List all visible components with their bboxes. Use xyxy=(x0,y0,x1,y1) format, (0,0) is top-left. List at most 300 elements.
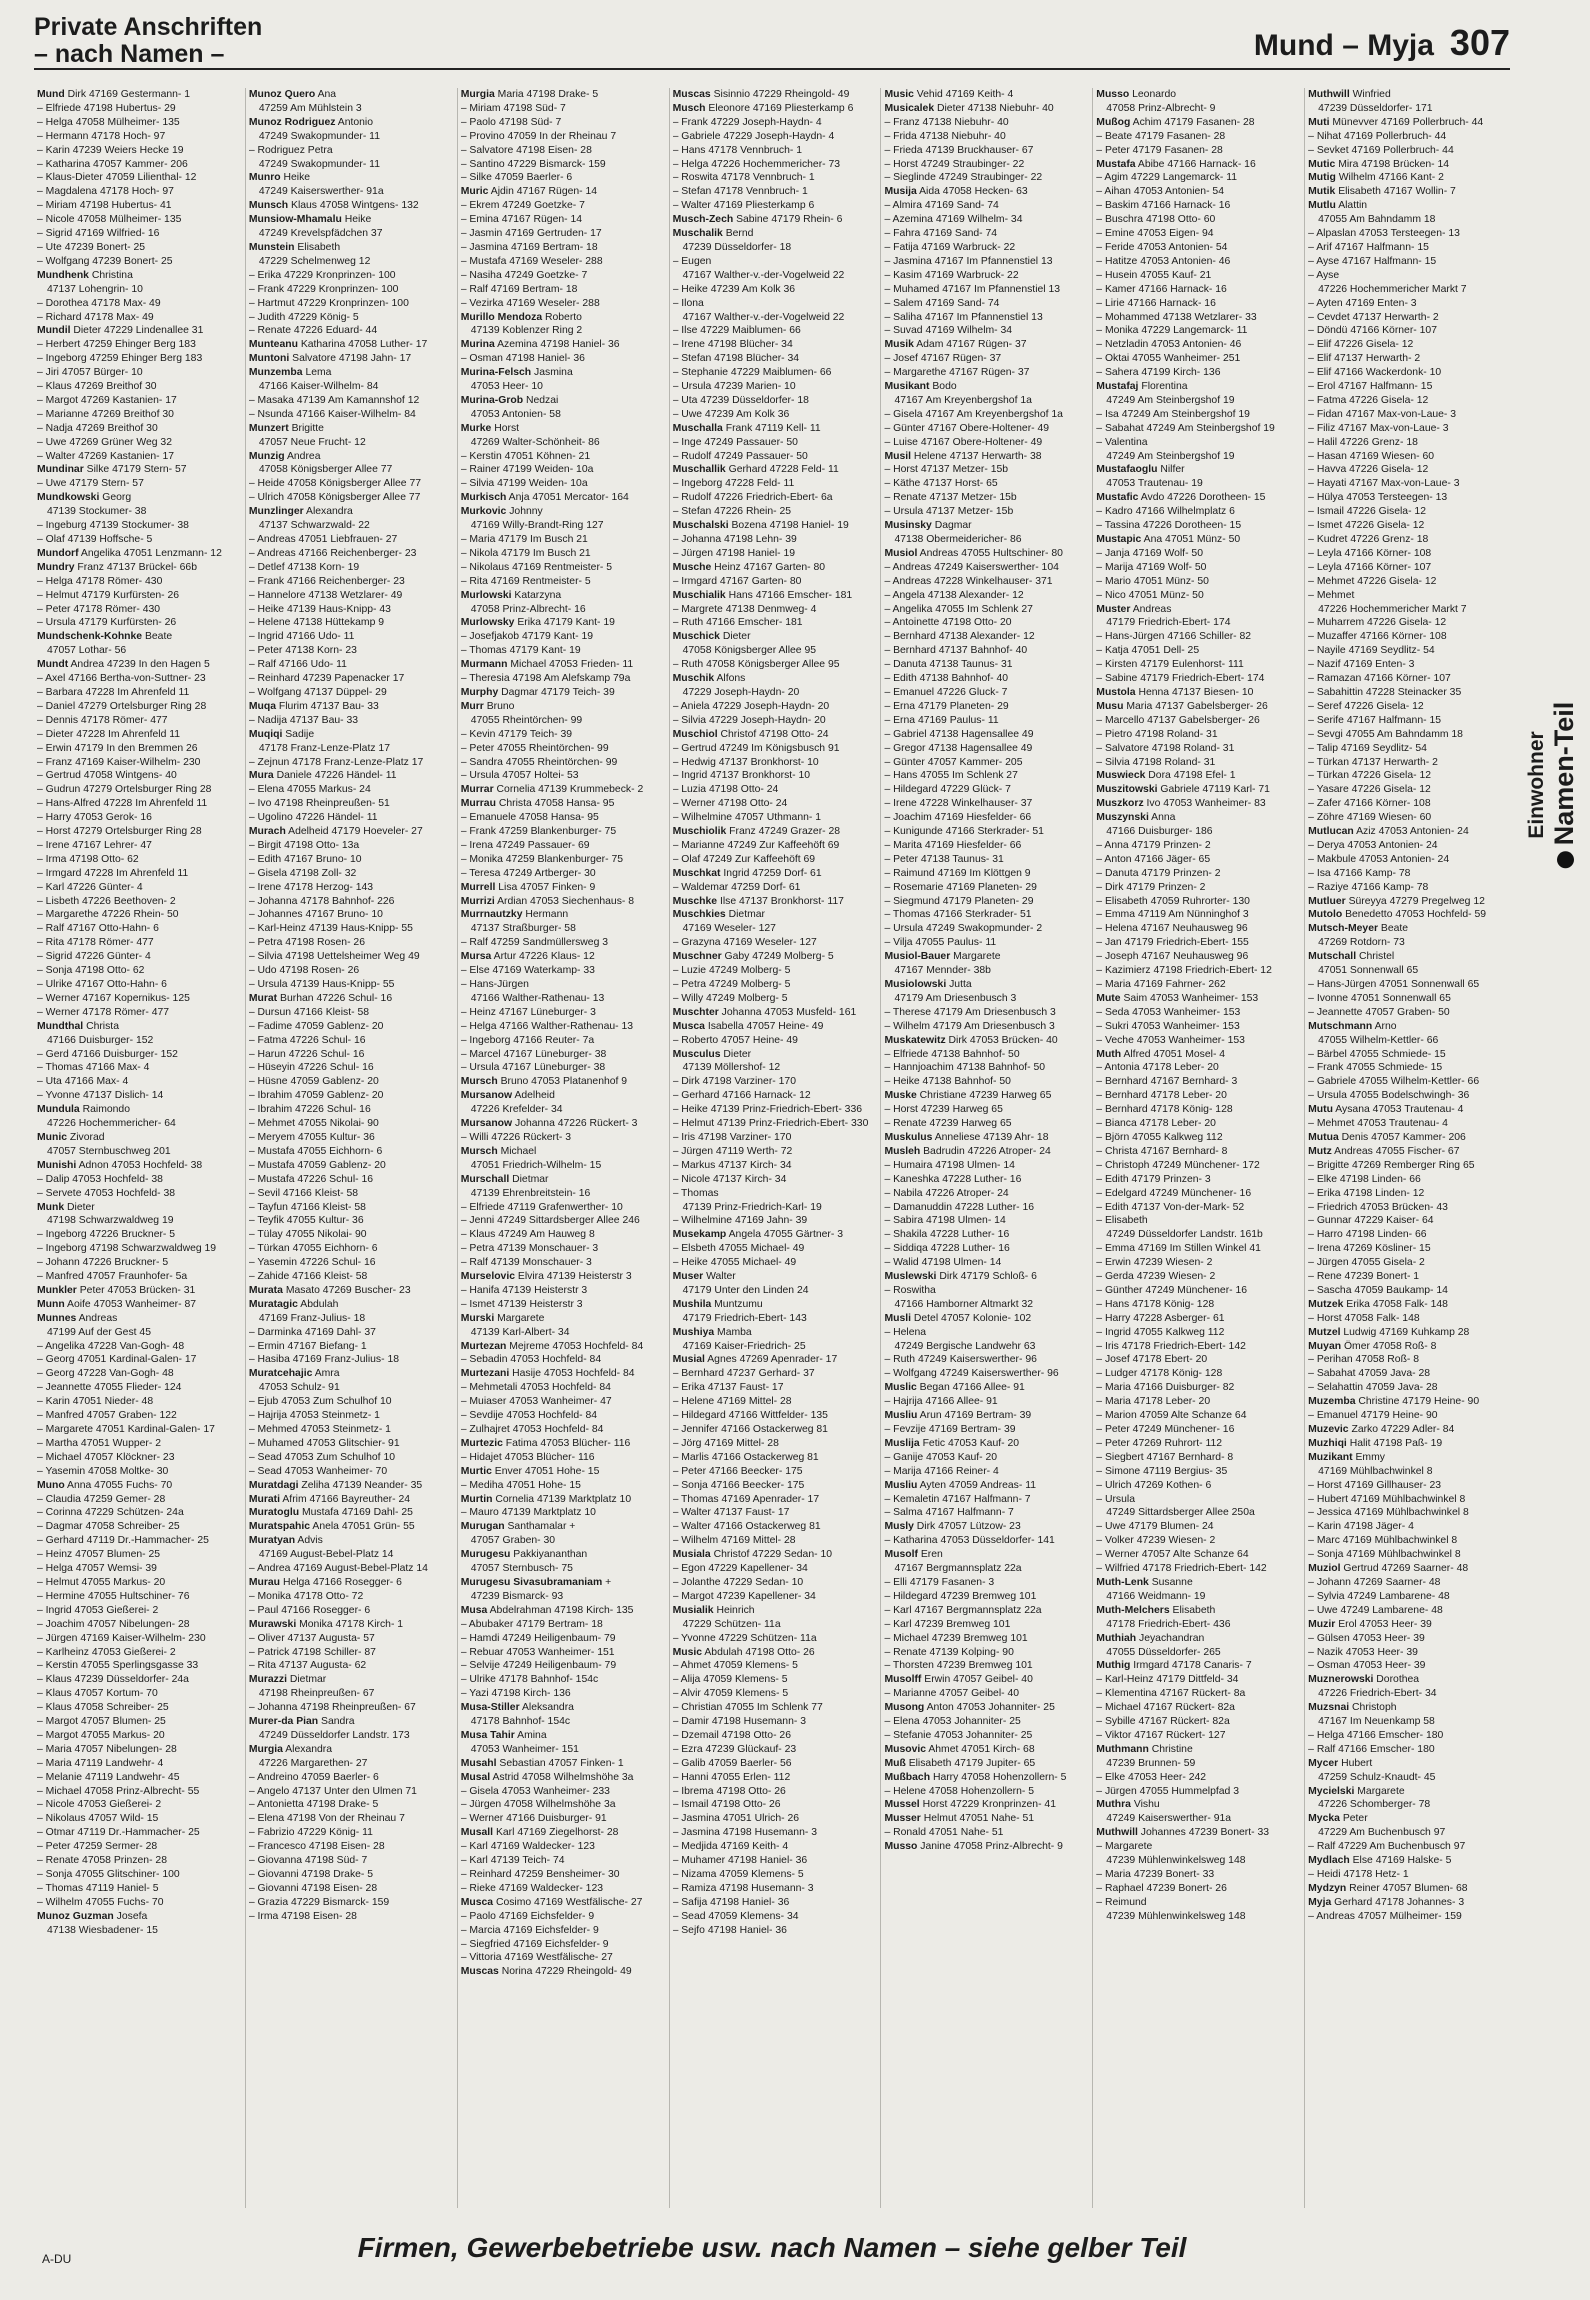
directory-entry xyxy=(1096,1312,1295,1326)
directory-entry xyxy=(249,227,448,241)
entry-text: – Kirsten 47179 Eulenhorst- 111 xyxy=(1096,659,1244,671)
entry-text: – Helga 47058 Mülheimer- 135 xyxy=(37,116,180,128)
entry-text: – Ute 47239 Bonert- 25 xyxy=(37,241,146,253)
entry-text: – Sabahat 47059 Java- 28 xyxy=(1308,1368,1431,1380)
entry-text: Ilse 47137 Bronkhorst- 117 xyxy=(719,895,844,907)
entry-text: – Ramiza 47198 Husemann- 3 xyxy=(672,1882,814,1894)
entry-surname: Muser xyxy=(672,1271,704,1283)
directory-entry xyxy=(1096,1423,1295,1437)
entry-text: – Werner 47057 Alte Schanze 64 xyxy=(1096,1549,1249,1561)
entry-surname: Mursch xyxy=(460,1145,498,1157)
directory-entry xyxy=(249,1214,448,1228)
entry-text: – Klaus 47249 Am Hauweg 8 xyxy=(460,1229,595,1241)
entry-text: – Selvije 47249 Heiligenbaum- 79 xyxy=(460,1660,617,1672)
directory-entry xyxy=(249,658,448,672)
entry-text: – Jeannette 47057 Graben- 50 xyxy=(1308,1006,1450,1018)
entry-text: – Nazif 47169 Enten- 3 xyxy=(1308,659,1415,671)
entry-text: 47179 Unter den Linden 24 xyxy=(682,1284,809,1296)
directory-column xyxy=(34,88,239,2208)
entry-text: Cornelia 47139 Marktplatz 10 xyxy=(495,1493,632,1505)
directory-entry xyxy=(37,1493,236,1507)
directory-entry xyxy=(1308,1340,1507,1354)
directory-entry xyxy=(37,255,236,269)
directory-entry xyxy=(249,630,448,644)
directory-entry xyxy=(37,1061,236,1075)
directory-entry xyxy=(249,1242,448,1256)
entry-text: – Hermann 47178 Hoch- 97 xyxy=(37,130,166,142)
entry-surname: Mycer xyxy=(1308,1757,1339,1769)
directory-entry xyxy=(673,269,872,283)
entry-text: Franz 47137 Brückel- 66b xyxy=(77,561,197,573)
directory-entry xyxy=(249,1826,448,1840)
directory-entry xyxy=(673,1423,872,1437)
entry-text: – Antoinette 47198 Otto- 20 xyxy=(884,617,1012,629)
directory-entry xyxy=(461,1687,660,1701)
directory-entry xyxy=(249,1590,448,1604)
entry-surname: Mustafic xyxy=(1096,492,1139,504)
directory-entry xyxy=(884,811,1083,825)
entry-text: Ana 47051 Münz- 50 xyxy=(1143,534,1241,545)
directory-entry xyxy=(884,324,1083,338)
directory-entry xyxy=(1308,839,1507,853)
directory-entry xyxy=(461,171,660,185)
directory-entry xyxy=(673,867,872,881)
directory-entry xyxy=(1096,1548,1295,1562)
entry-text: – Jolanthe 47229 Sedan- 10 xyxy=(672,1576,804,1588)
directory-entry xyxy=(1308,1812,1507,1826)
directory-entry xyxy=(461,408,660,422)
entry-surname: Muthwill xyxy=(1096,1827,1138,1839)
directory-entry xyxy=(884,1256,1083,1270)
directory-entry xyxy=(1096,1812,1295,1826)
directory-entry xyxy=(1096,686,1295,700)
directory-entry xyxy=(461,297,660,311)
entry-text: 47169 Mühlbachwinkel 8 xyxy=(1318,1465,1433,1477)
entry-text: Anna 47055 Fuchs- 70 xyxy=(67,1479,173,1491)
directory-entry xyxy=(1308,338,1507,352)
directory-entry xyxy=(1096,241,1295,255)
entry-text: – Vilja 47055 Paulus- 11 xyxy=(884,937,997,949)
directory-entry xyxy=(884,450,1083,464)
entry-text: – Erika 47137 Faust- 17 xyxy=(672,1382,784,1394)
directory-entry xyxy=(249,213,448,227)
entry-text: Andreas xyxy=(1132,603,1172,615)
entry-text: – Joseph 47167 Neuhausweg 96 xyxy=(1096,951,1249,963)
directory-entry xyxy=(37,1757,236,1771)
entry-text: – Havva 47226 Gisela- 12 xyxy=(1308,464,1429,476)
entry-text: – Helena xyxy=(884,1326,927,1338)
entry-surname: Murschall xyxy=(460,1173,510,1185)
entry-text: 47169 Franz-Julius- 18 xyxy=(258,1312,366,1324)
directory-entry xyxy=(37,1089,236,1103)
entry-surname: Murrell xyxy=(460,881,496,893)
directory-entry xyxy=(249,1270,448,1284)
entry-text: – Agim 47229 Langemarck- 11 xyxy=(1096,172,1238,184)
directory-entry xyxy=(884,547,1083,561)
directory-entry xyxy=(1096,714,1295,728)
entry-text: – Kerstin 47051 Köhnen- 21 xyxy=(460,450,591,462)
directory-entry xyxy=(249,1326,448,1340)
entry-text: Aida 47058 Hecken- 63 xyxy=(919,186,1028,198)
entry-surname: Musinsky xyxy=(884,520,932,532)
entry-text: – Gerda 47239 Wiesen- 2 xyxy=(1096,1271,1216,1283)
entry-text: Mira 47198 Brücken- 14 xyxy=(1338,158,1450,170)
entry-text: – Bernhard 47167 Bernhard- 3 xyxy=(1096,1076,1238,1088)
directory-entry xyxy=(1308,950,1507,964)
entry-text: – Irma 47198 Eisen- 28 xyxy=(248,1910,357,1922)
directory-entry xyxy=(673,1659,872,1673)
directory-entry xyxy=(37,769,236,783)
entry-text: – Nikola 47179 Im Busch 21 xyxy=(460,547,591,559)
directory-entry xyxy=(1308,352,1507,366)
entry-text: – Eugen xyxy=(672,255,712,267)
entry-text: 47166 Walther-Rathenau- 13 xyxy=(470,992,605,1004)
entry-text: – Gisela 47053 Wanheimer- 233 xyxy=(460,1785,610,1797)
directory-entry xyxy=(884,1061,1083,1075)
entry-text: – Mario 47051 Münz- 50 xyxy=(1096,575,1209,587)
entry-text: 47226 Hochemmericher Markt 7 xyxy=(1318,283,1467,295)
directory-entry xyxy=(37,338,236,352)
directory-entry xyxy=(37,422,236,436)
directory-entry xyxy=(249,1673,448,1687)
directory-entry xyxy=(249,1061,448,1075)
directory-entry xyxy=(884,144,1083,158)
entry-text: Winfried xyxy=(1352,89,1391,100)
entry-text: 47167 Mennder- 38b xyxy=(894,965,991,977)
entry-text: – Horst 47239 Harweg 65 xyxy=(884,1104,1003,1116)
entry-text: – Sonja 47198 Otto- 62 xyxy=(37,965,145,977)
entry-text: – Jürgen 47058 Wilhelmshöhe 3a xyxy=(460,1799,616,1811)
entry-text: Andreas xyxy=(78,1312,118,1324)
directory-entry xyxy=(249,1618,448,1632)
directory-entry xyxy=(1308,1367,1507,1381)
entry-text: Heike xyxy=(344,214,372,226)
entry-text: Salvatore 47198 Jahn- 17 xyxy=(292,353,412,365)
directory-entry xyxy=(884,1395,1083,1409)
entry-surname: Musleh xyxy=(884,1145,921,1157)
entry-text: – Irma 47198 Otto- 62 xyxy=(37,853,139,865)
directory-entry xyxy=(461,1159,660,1173)
entry-text: – Irene 47228 Winkelhauser- 37 xyxy=(884,798,1033,810)
directory-entry xyxy=(673,1743,872,1757)
directory-entry xyxy=(884,1048,1083,1062)
directory-entry xyxy=(249,1479,448,1493)
entry-surname: Mydlach xyxy=(1308,1855,1350,1867)
directory-entry xyxy=(884,1340,1083,1354)
directory-entry xyxy=(673,463,872,477)
entry-text: Roberto xyxy=(545,311,582,323)
directory-entry xyxy=(1096,338,1295,352)
entry-text: – Roswitha xyxy=(884,1284,936,1296)
entry-surname: Muthmann xyxy=(1096,1743,1149,1755)
entry-text: Denis 47057 Kammer- 206 xyxy=(1341,1131,1466,1143)
entry-text: – Ingeborg 47228 Feld- 11 xyxy=(672,478,795,490)
entry-text: – Sukri 47053 Wanheimer- 153 xyxy=(1096,1020,1240,1032)
directory-entry xyxy=(249,491,448,505)
entry-text: 47166 Duisburger- 186 xyxy=(1106,826,1213,838)
entry-text: Abdulah 47198 Otto- 26 xyxy=(704,1646,815,1658)
entry-text: Achim 47179 Fasanen- 28 xyxy=(1132,116,1255,128)
directory-entry xyxy=(1308,1187,1507,1201)
entry-text: – Hildegard 47239 Bremweg 101 xyxy=(884,1590,1037,1602)
entry-text: Margarete xyxy=(1357,1785,1405,1797)
directory-entry xyxy=(1308,644,1507,658)
directory-entry xyxy=(461,978,660,992)
entry-surname: Mutlu xyxy=(1308,200,1336,212)
entry-text: – Shakila 47228 Luther- 16 xyxy=(884,1229,1010,1241)
directory-entry xyxy=(1096,1534,1295,1548)
entry-text: – Nazik 47053 Heer- 39 xyxy=(1308,1646,1418,1658)
directory-entry xyxy=(1308,463,1507,477)
directory-entry xyxy=(37,686,236,700)
directory-column xyxy=(1092,88,1298,2208)
directory-entry xyxy=(673,436,872,450)
directory-entry xyxy=(884,964,1083,978)
entry-text: – Margarethe 47167 Rügen- 37 xyxy=(884,367,1030,379)
entry-text: – Hannjoachim 47138 Bahnhof- 50 xyxy=(884,1062,1046,1074)
entry-surname: Muzikant xyxy=(1308,1451,1353,1463)
directory-entry xyxy=(37,1353,236,1367)
entry-text: – Ursula 47167 Lüneburger- 38 xyxy=(460,1062,606,1074)
directory-entry xyxy=(1308,589,1507,603)
entry-text: – Raziye 47166 Kamp- 78 xyxy=(1308,881,1429,893)
entry-surname: Mustafaj xyxy=(1096,381,1139,393)
directory-entry xyxy=(1096,769,1295,783)
directory-entry xyxy=(37,728,236,742)
directory-entry xyxy=(249,1103,448,1117)
entry-text: 47249 Bergische Landwehr 63 xyxy=(894,1340,1036,1352)
directory-entry xyxy=(1308,491,1507,505)
directory-entry xyxy=(461,1340,660,1354)
entry-text: Astrid 47058 Wilhelmshöhe 3a xyxy=(492,1771,634,1783)
entry-text: Janine 47058 Prinz-Albrecht- 9 xyxy=(920,1841,1063,1853)
directory-entry xyxy=(884,1187,1083,1201)
directory-entry xyxy=(249,519,448,533)
entry-surname: Mursch xyxy=(460,1076,498,1088)
entry-text: – Petra 47198 Rosen- 26 xyxy=(248,937,365,949)
entry-text: Michael 47053 Frieden- 11 xyxy=(510,659,634,671)
directory-entry xyxy=(673,1103,872,1117)
directory-entry xyxy=(1308,1798,1507,1812)
entry-surname: Murgia xyxy=(460,89,495,100)
entry-text: – Yasemin 47058 Moltke- 30 xyxy=(37,1465,169,1477)
directory-entry xyxy=(249,895,448,909)
directory-entry xyxy=(37,589,236,603)
entry-text: Cosimo 47169 Westfälische- 27 xyxy=(495,1896,643,1908)
directory-entry xyxy=(1096,742,1295,756)
entry-text: – Nsunda 47166 Kaiser-Wilhelm- 84 xyxy=(248,408,416,420)
directory-entry xyxy=(37,756,236,770)
directory-entry xyxy=(249,1506,448,1520)
directory-entry xyxy=(884,1437,1083,1451)
directory-entry xyxy=(1308,881,1507,895)
entry-text: – Heike 47139 Haus-Knipp- 43 xyxy=(248,603,391,615)
entry-text: 47239 Bismarck- 93 xyxy=(470,1590,564,1602)
entry-text: – Thomas 47169 Apenrader- 17 xyxy=(672,1493,820,1505)
entry-text: – Hildegard 47229 Glück- 7 xyxy=(884,784,1011,796)
directory-entry xyxy=(1096,311,1295,325)
entry-text: – Danuta 47138 Taunus- 31 xyxy=(884,659,1013,671)
entry-text: – Tayfun 47166 Kleist- 58 xyxy=(248,1201,366,1213)
directory-entry xyxy=(1096,1493,1295,1507)
directory-entry xyxy=(37,1576,236,1590)
entry-text: 47139 Ehrenbreitstein- 16 xyxy=(470,1187,591,1199)
entry-text: – Uta 47166 Max- 4 xyxy=(37,1076,129,1088)
directory-entry xyxy=(37,144,236,158)
directory-entry xyxy=(461,1520,660,1534)
directory-entry xyxy=(1308,1242,1507,1256)
entry-text: – Emanuel 47179 Heine- 90 xyxy=(1308,1410,1438,1422)
entry-text: – Muhamer 47198 Haniel- 36 xyxy=(672,1855,808,1867)
entry-text: – Ingrid 47137 Bronkhorst- 10 xyxy=(672,770,811,782)
directory-entry xyxy=(1308,1576,1507,1590)
entry-surname: Muschalik xyxy=(672,228,723,240)
directory-entry xyxy=(1308,1882,1507,1896)
entry-text: – Zahide 47166 Kleist- 58 xyxy=(248,1271,368,1283)
entry-text: – Viktor 47167 Rückert- 127 xyxy=(1096,1729,1226,1741)
directory-entry xyxy=(1308,742,1507,756)
entry-text: – Irene 47178 Herzog- 143 xyxy=(248,881,374,893)
directory-entry xyxy=(673,1284,872,1298)
directory-entry xyxy=(461,756,660,770)
directory-entry xyxy=(1308,1910,1507,1924)
entry-surname: Muratcehajic xyxy=(248,1368,313,1380)
entry-text: Münevver 47169 Pollerbruch- 44 xyxy=(1332,116,1484,128)
directory-entry xyxy=(1308,130,1507,144)
directory-entry xyxy=(37,1131,236,1145)
entry-text: – Ilona xyxy=(672,297,704,309)
entry-surname: Muscas xyxy=(460,1966,499,1978)
directory-entry xyxy=(1096,1103,1295,1117)
directory-entry xyxy=(461,1061,660,1075)
directory-entry xyxy=(673,1798,872,1812)
entry-text: – Elif 47166 Wackerdonk- 10 xyxy=(1308,367,1442,379)
entry-surname: Mursanow xyxy=(460,1118,513,1130)
entry-text: 47249 Am Steinbergshof 19 xyxy=(1106,394,1235,406)
directory-entry xyxy=(249,1367,448,1381)
entry-text: – Ulrike 47178 Bahnhof- 154c xyxy=(460,1674,599,1686)
entry-text: Dietmar xyxy=(512,1173,549,1185)
directory-entry xyxy=(249,1395,448,1409)
entry-text: Margarete xyxy=(497,1312,545,1324)
entry-text: 47139 Stockumer- 38 xyxy=(47,506,147,518)
directory-entry xyxy=(673,978,872,992)
directory-entry xyxy=(1096,1785,1295,1799)
entry-text: Aysana 47053 Trautenau- 4 xyxy=(1335,1104,1464,1116)
entry-text: – Elfriede 47198 Hubertus- 29 xyxy=(37,102,176,114)
entry-text: Frank 47119 Kell- 11 xyxy=(725,422,821,434)
directory-entry xyxy=(37,1409,236,1423)
directory-entry xyxy=(37,1340,236,1354)
entry-text: – Ejub 47053 Zum Schulhof 10 xyxy=(248,1396,392,1408)
directory-entry xyxy=(461,1298,660,1312)
directory-entry xyxy=(1096,1743,1295,1757)
entry-text: – Ursula 47239 Marien- 10 xyxy=(672,381,796,393)
entry-text: + xyxy=(605,1576,612,1588)
entry-text: Amina xyxy=(517,1729,547,1741)
directory-entry xyxy=(37,1659,236,1673)
entry-text: Dirk 47053 Brücken- 40 xyxy=(948,1034,1058,1046)
directory-entry xyxy=(1308,992,1507,1006)
directory-entry xyxy=(1308,1854,1507,1868)
entry-text: – Sahera 47199 Kirch- 136 xyxy=(1096,367,1221,379)
directory-entry xyxy=(1096,1618,1295,1632)
entry-surname: Munk xyxy=(37,1201,65,1213)
entry-text: 47249 Düsseldorfer Landstr. 161b xyxy=(1106,1229,1263,1241)
header-title xyxy=(34,14,262,68)
entry-surname: Murer-da Pian xyxy=(248,1716,319,1728)
entry-text: – Nico 47051 Münz- 50 xyxy=(1096,589,1204,601)
entry-text: – Bärbel 47055 Schmiede- 15 xyxy=(1308,1048,1446,1060)
directory-entry xyxy=(461,1479,660,1493)
entry-text: – Willy 47249 Molberg- 5 xyxy=(672,992,788,1004)
entry-surname: Muslewski xyxy=(884,1271,937,1283)
entry-text: – Ugolino 47226 Händel- 11 xyxy=(248,812,378,824)
directory-entry xyxy=(884,213,1083,227)
directory-entry xyxy=(1308,1757,1507,1771)
directory-entry xyxy=(37,477,236,491)
entry-text: – Fidan 47167 Max-von-Laue- 3 xyxy=(1308,408,1457,420)
directory-entry xyxy=(249,797,448,811)
entry-surname: Musial xyxy=(672,1354,705,1366)
entry-text: – Gabriele 47229 Joseph-Haydn- 4 xyxy=(672,130,835,142)
entry-text: Sebastian 47057 Finken- 1 xyxy=(499,1757,624,1769)
directory-entry xyxy=(1308,1548,1507,1562)
entry-text: Beate xyxy=(144,631,173,643)
directory-entry xyxy=(884,1020,1083,1034)
entry-text: – Buschra 47198 Otto- 60 xyxy=(1096,214,1216,226)
directory-entry xyxy=(673,1061,872,1075)
entry-text: Gaby 47249 Molberg- 5 xyxy=(724,951,834,963)
directory-entry xyxy=(249,1646,448,1660)
entry-text: Monika 47178 Kirch- 1 xyxy=(299,1618,404,1630)
entry-text: – Iris 47178 Friedrich-Ebert- 142 xyxy=(1096,1340,1246,1352)
entry-text: – Giovanni 47198 Eisen- 28 xyxy=(248,1882,378,1894)
entry-surname: Munsch xyxy=(248,200,289,212)
entry-text: – Walter 47137 Faust- 17 xyxy=(672,1507,790,1519)
directory-entry xyxy=(461,1840,660,1854)
entry-text: – Ralf 47169 Bertram- 18 xyxy=(460,283,578,295)
entry-surname: Murtin xyxy=(460,1493,493,1505)
entry-text: – Hermine 47055 Hultschiner- 76 xyxy=(37,1590,190,1602)
directory-entry xyxy=(461,1701,660,1715)
directory-entry xyxy=(884,1715,1083,1729)
directory-entry xyxy=(884,352,1083,366)
directory-entry xyxy=(1096,1381,1295,1395)
entry-text: – Muiaser 47053 Wanheimer- 47 xyxy=(460,1396,612,1408)
entry-text: – Yasare 47226 Gisela- 12 xyxy=(1308,784,1431,796)
entry-text: – Ibrahim 47226 Schul- 16 xyxy=(248,1104,371,1116)
directory-entry xyxy=(461,936,660,950)
directory-entry xyxy=(37,1562,236,1576)
entry-text: Johnny xyxy=(509,506,543,518)
directory-entry xyxy=(884,1673,1083,1687)
entry-text: Heinz 47167 Garten- 80 xyxy=(714,561,826,573)
directory-entry xyxy=(249,1493,448,1507)
entry-text: – Maria 47178 Leber- 20 xyxy=(1096,1396,1211,1408)
directory-entry xyxy=(884,199,1083,213)
directory-entry xyxy=(673,1604,872,1618)
directory-entry xyxy=(249,436,448,450)
entry-text: 47259 Am Mühlstein 3 xyxy=(258,102,362,114)
entry-text: – Irmgard 47167 Garten- 80 xyxy=(672,575,802,587)
directory-entry xyxy=(461,1409,660,1423)
entry-surname: Munzlinger xyxy=(248,506,304,518)
entry-text: 47249 Swakopmunder- 11 xyxy=(258,130,380,142)
directory-entry xyxy=(673,950,872,964)
directory-entry xyxy=(1308,1270,1507,1284)
entry-text: 47058 Königsberger Allee 77 xyxy=(258,464,393,476)
